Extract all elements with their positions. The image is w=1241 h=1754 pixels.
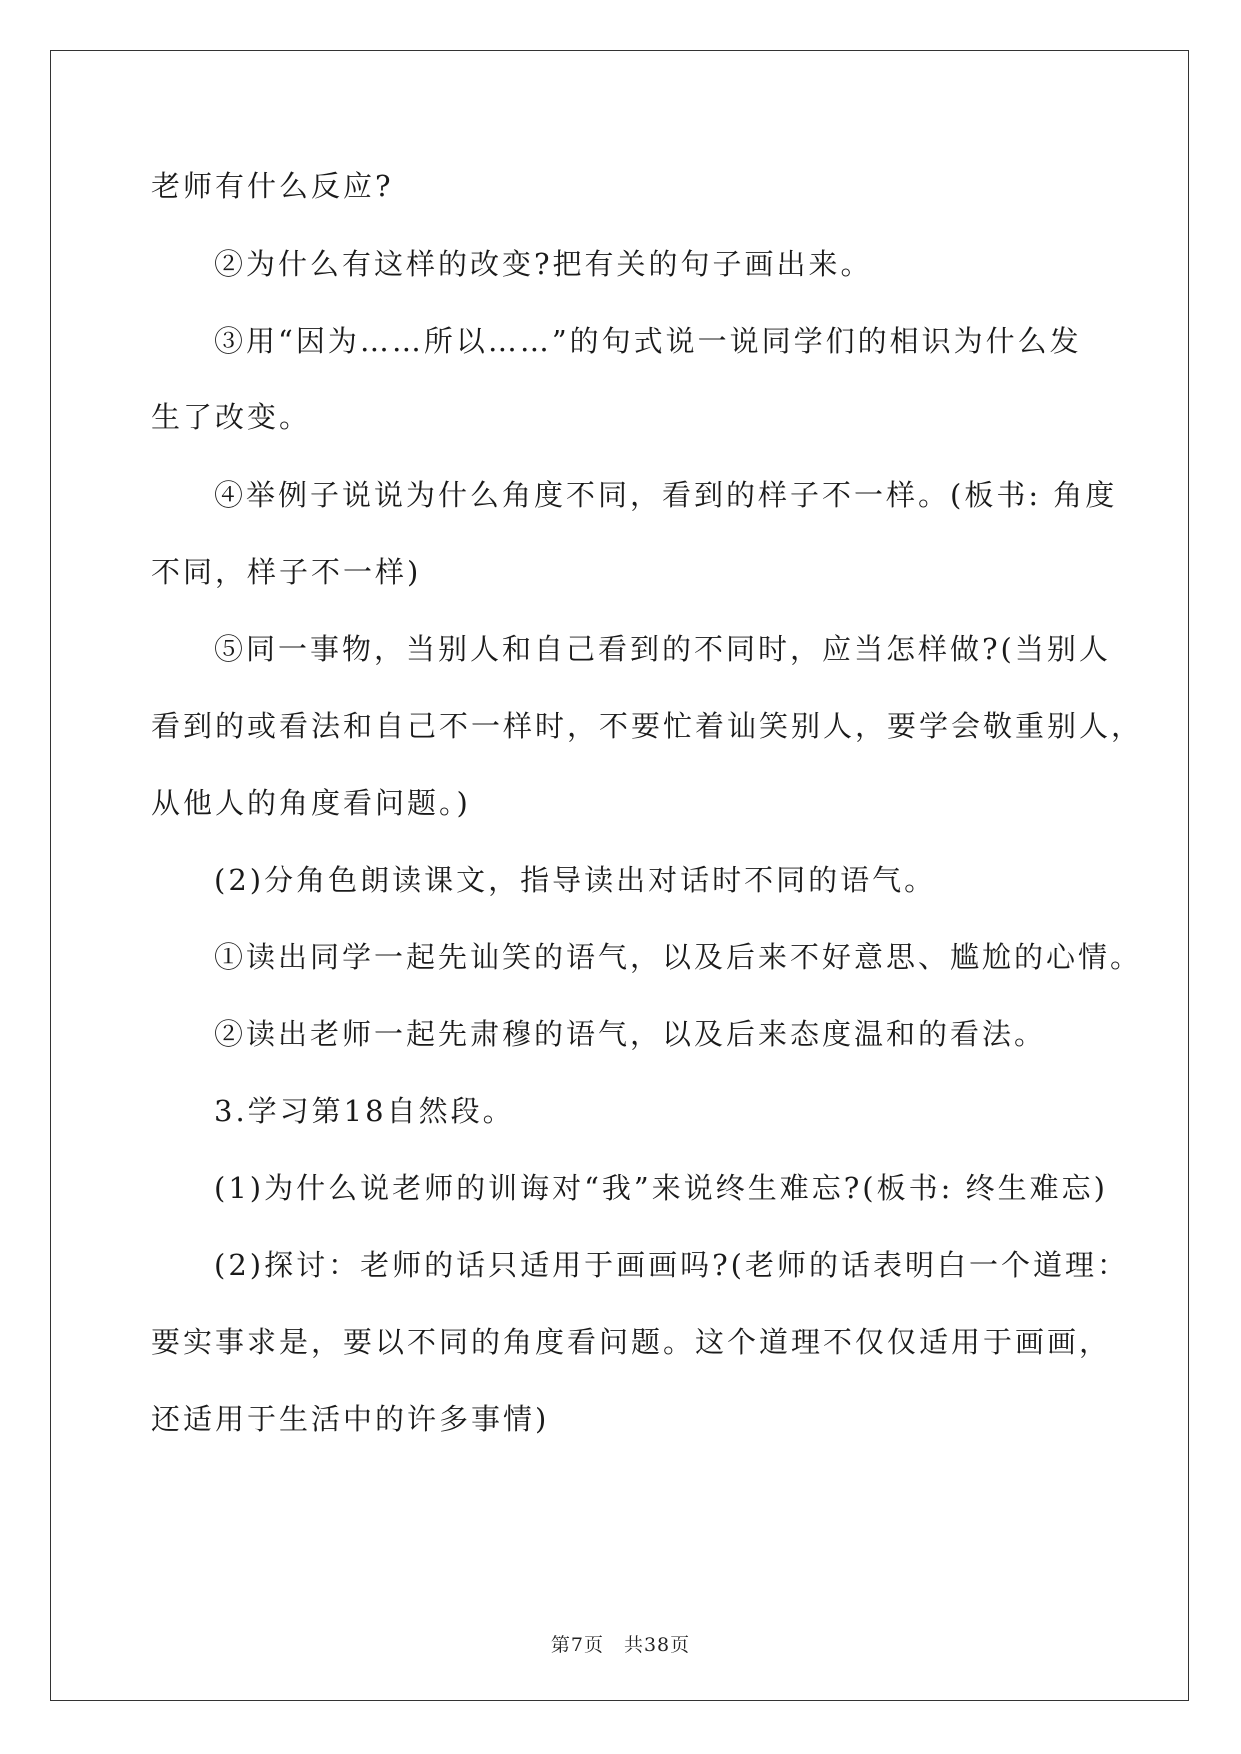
text-line: ①读出同学一起先讪笑的语气，以及后来不好意思、尴尬的心情。 — [214, 940, 1143, 974]
text-line: 3.学习第18自然段。 — [214, 1094, 515, 1128]
text-line: 生了改变。 — [151, 400, 312, 434]
text-line: (2)探讨：老师的话只适用于画画吗?(老师的话表明白一个道理： — [214, 1248, 1129, 1282]
text-line: 要实事求是，要以不同的角度看问题。这个道理不仅仅适用于画画， — [151, 1325, 1112, 1359]
text-line: 不同，样子不一样) — [151, 555, 422, 589]
page-number-label: 第7页 共38页 — [550, 1634, 691, 1656]
text-line: 老师有什么反应? — [151, 169, 394, 203]
text-line: 看到的或看法和自己不一样时，不要忙着讪笑别人，要学会敬重别人， — [151, 709, 1144, 743]
text-line: (1)为什么说老师的训诲对“我”来说终生难忘?(板书: 终生难忘) — [214, 1171, 1108, 1205]
text-line: 还适用于生活中的许多事情) — [151, 1402, 550, 1436]
text-line: ③用“因为……所以……”的句式说一说同学们的相识为什么发 — [214, 324, 1082, 358]
text-line: ②读出老师一起先肃穆的语气，以及后来态度温和的看法。 — [214, 1017, 1047, 1051]
text-line: ④举例子说说为什么角度不同，看到的样子不一样。(板书: 角度 — [214, 478, 1118, 512]
text-line: 从他人的角度看问题。) — [151, 786, 471, 820]
text-line: ②为什么有这样的改变?把有关的句子画出来。 — [214, 247, 873, 281]
text-line: ⑤同一事物，当别人和自己看到的不同时，应当怎样做?(当别人 — [214, 632, 1111, 666]
page-footer — [0, 1633, 1241, 1657]
text-line: (2)分角色朗读课文，指导读出对话时不同的语气。 — [214, 863, 937, 897]
